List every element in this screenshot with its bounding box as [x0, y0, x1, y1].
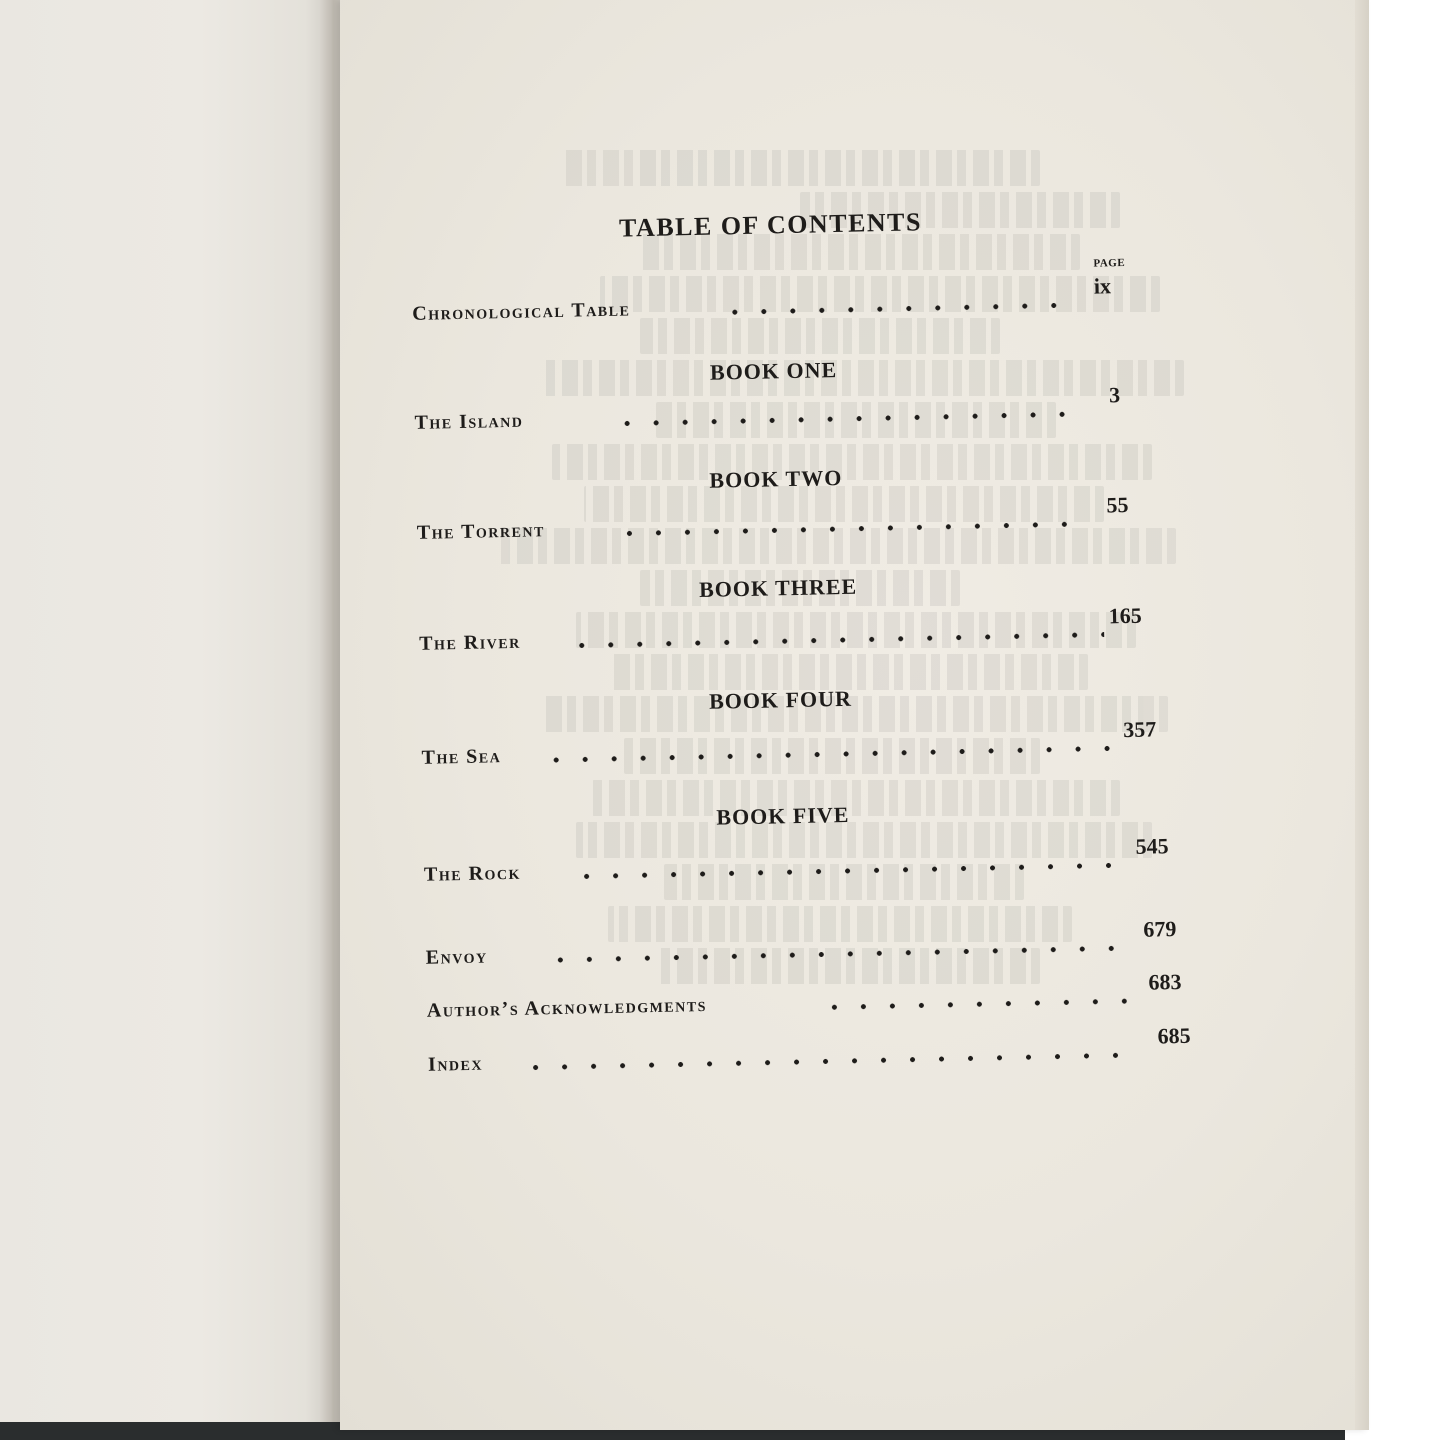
- entry-title: Chronological Table: [412, 298, 631, 325]
- dot-leader: [538, 943, 1118, 965]
- dot-leader: [712, 300, 1072, 318]
- entry-title: Author’s Acknowledgments: [426, 993, 708, 1022]
- entry-page-number: 3: [1108, 382, 1121, 408]
- dot-leader: [812, 996, 1127, 1013]
- entry-title: Envoy: [425, 945, 488, 969]
- dot-leader: [607, 519, 1087, 539]
- dot-leader: [605, 409, 1085, 429]
- toc-entry: [418, 602, 1143, 658]
- entry-title: The Island: [414, 409, 524, 434]
- entry-page-number: 165: [1108, 602, 1143, 629]
- entry-page-number: 357: [1122, 716, 1157, 743]
- page-edges: [1355, 0, 1369, 1430]
- toc-entry: [426, 968, 1182, 1025]
- book-heading: BOOK FOUR: [708, 685, 853, 714]
- toc-entry: [423, 833, 1169, 889]
- entry-title: The Sea: [421, 745, 502, 769]
- book-heading: BOOK THREE: [698, 573, 858, 602]
- entry-title: The Rock: [423, 861, 522, 886]
- toc-entry: [421, 716, 1157, 772]
- book-heading: BOOK ONE: [709, 357, 838, 385]
- entry-page-number: 55: [1106, 491, 1129, 518]
- left-page: [0, 0, 332, 1422]
- toc-entry: [412, 273, 1133, 328]
- toc-entry: [416, 491, 1137, 547]
- book-heading: BOOK FIVE: [716, 801, 850, 830]
- entry-page-number: 683: [1148, 968, 1182, 995]
- entry-page-number: 545: [1135, 833, 1169, 859]
- entry-title: The Torrent: [416, 519, 546, 544]
- toc-entry: [427, 1022, 1191, 1079]
- entry-page-number: 685: [1157, 1022, 1191, 1049]
- dot-leader: [513, 1050, 1138, 1073]
- entry-page-number: 679: [1143, 916, 1177, 942]
- entry-page-number: ix: [1093, 273, 1112, 299]
- page-column-label: PAGE: [1093, 256, 1126, 270]
- dot-leader: [534, 743, 1119, 765]
- table-of-contents: [380, 191, 1219, 1108]
- toc-heading: TABLE OF CONTENTS: [618, 207, 923, 243]
- toc-entry: [414, 382, 1135, 437]
- book-heading: BOOK TWO: [709, 464, 843, 493]
- entry-title: The River: [418, 630, 521, 655]
- entry-title: Index: [427, 1052, 484, 1076]
- dot-leader: [559, 630, 1104, 651]
- dot-leader: [564, 860, 1119, 882]
- toc-entry: [425, 916, 1177, 972]
